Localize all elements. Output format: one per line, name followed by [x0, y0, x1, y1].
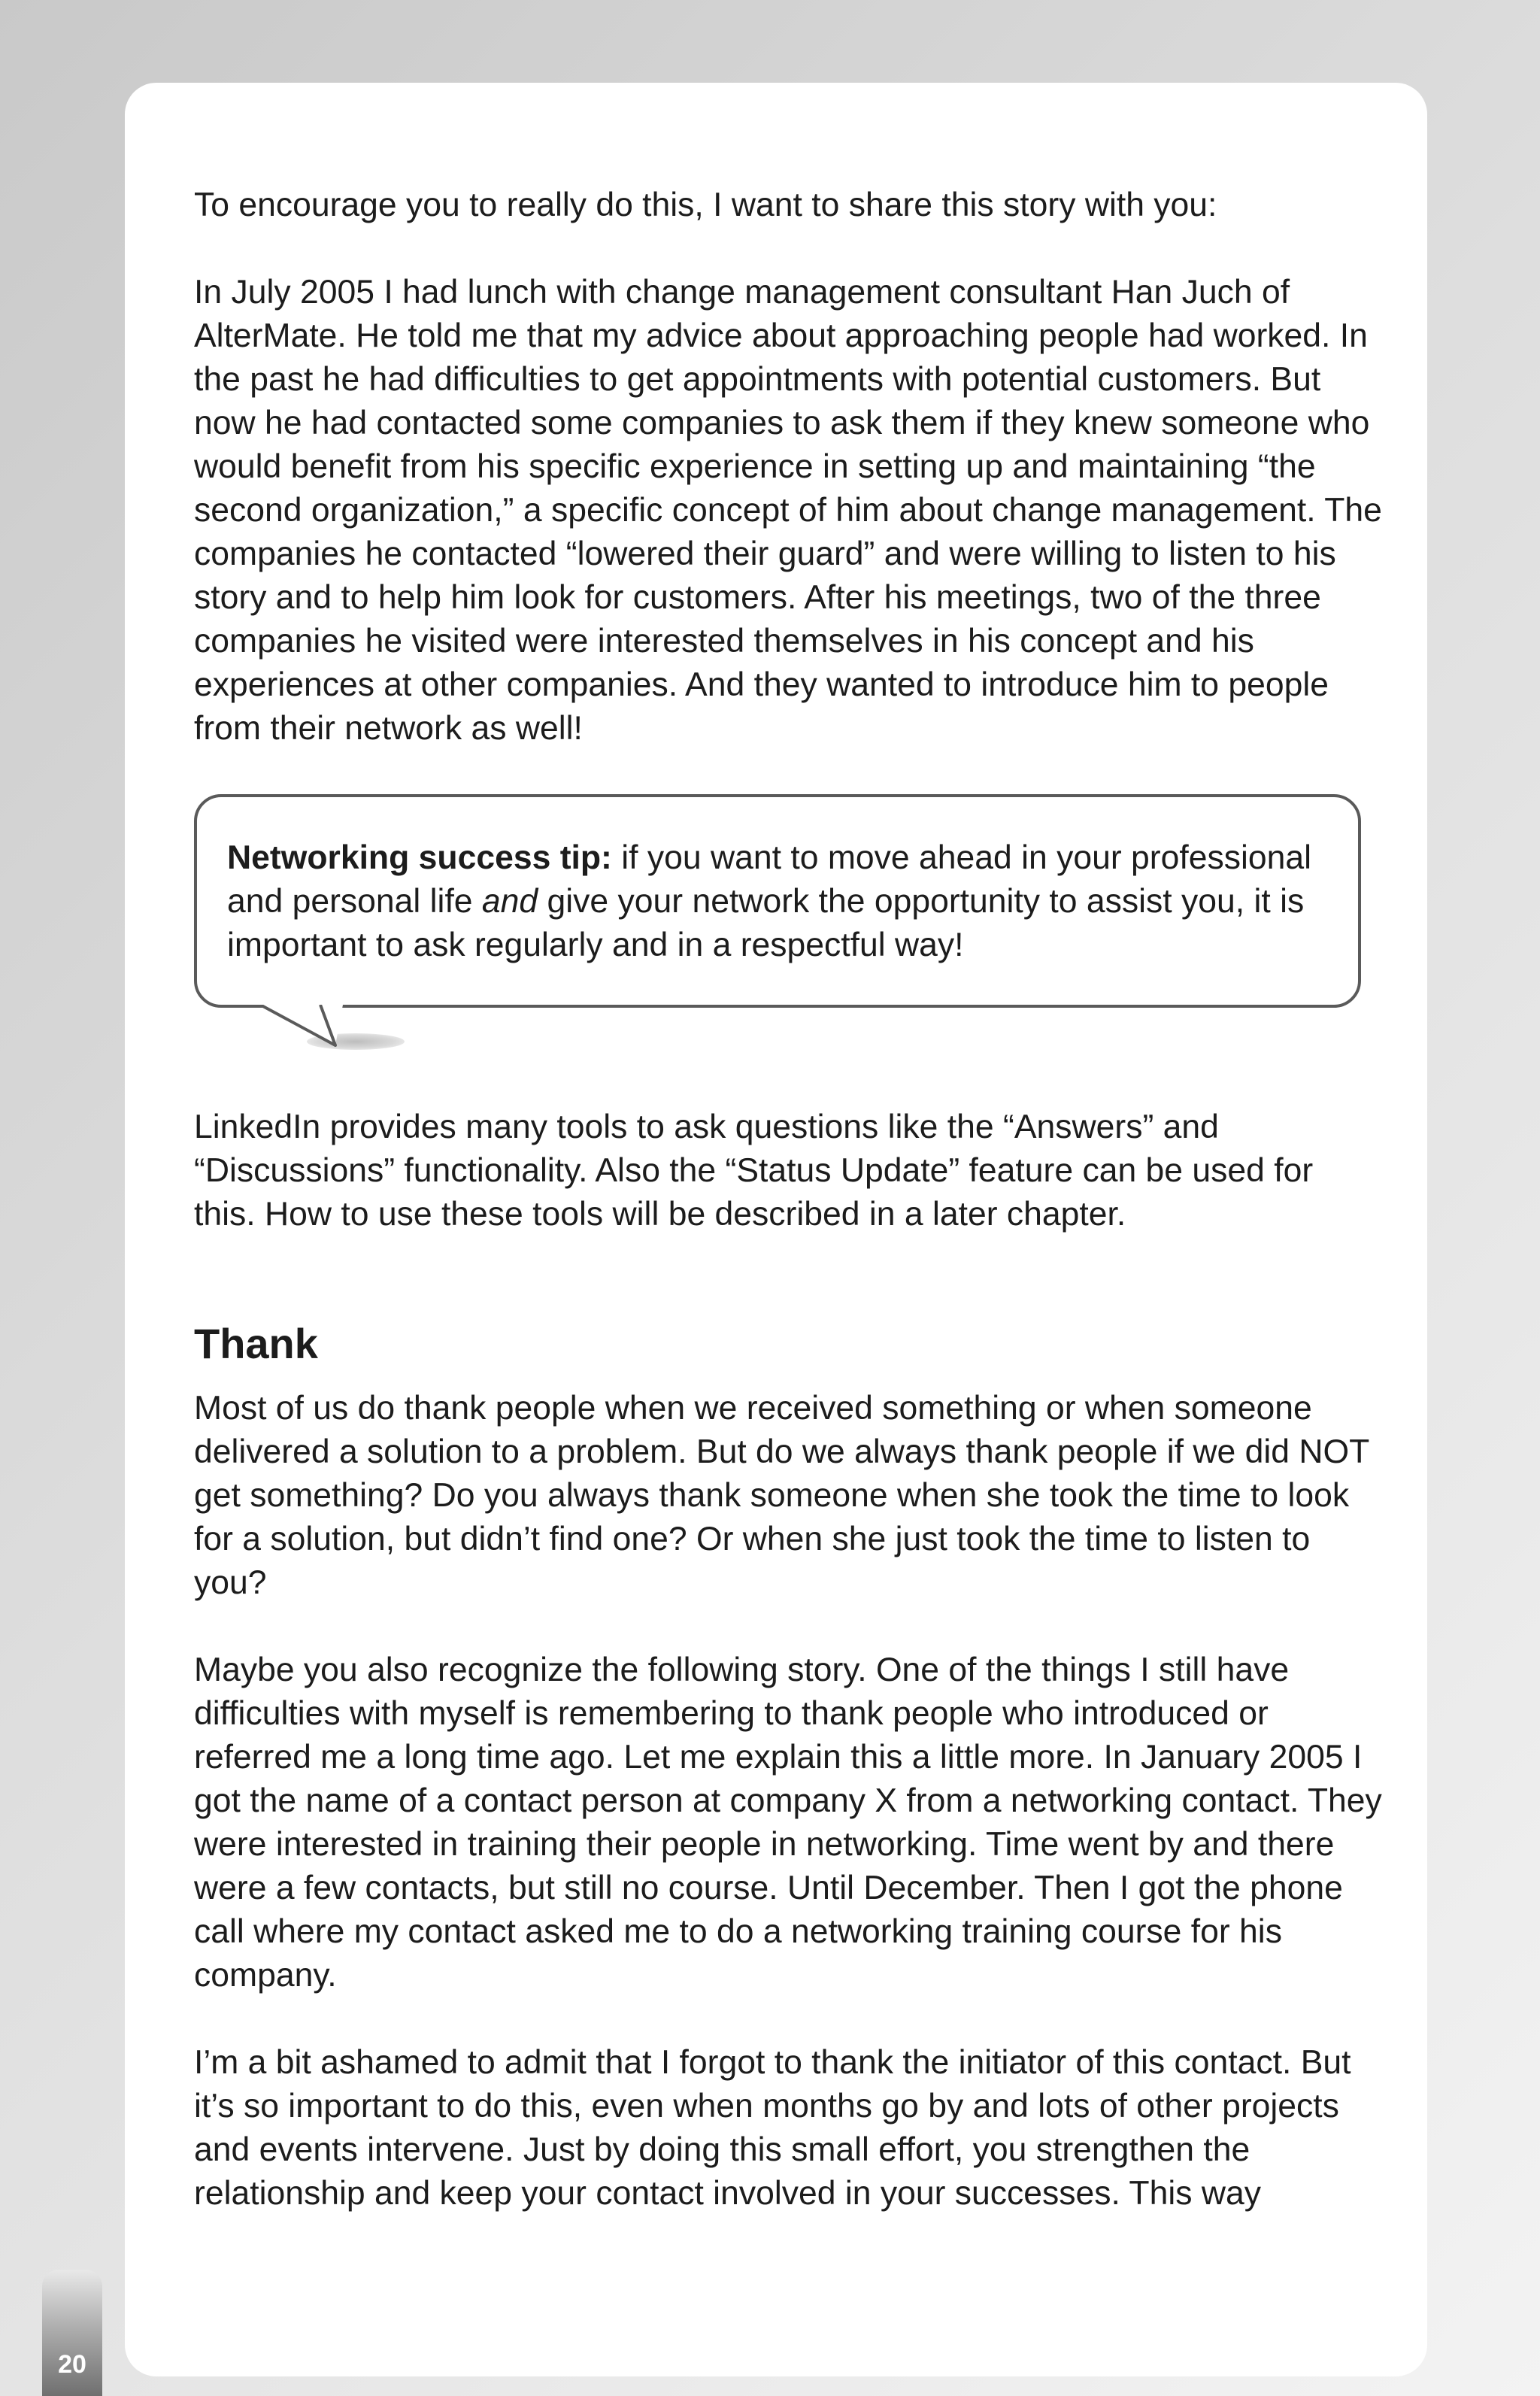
section-heading: Thank	[194, 1320, 318, 1367]
page-number: 20	[58, 2350, 86, 2379]
tip-bubble	[194, 794, 1361, 1008]
tip-text-part-b: give your network the opportunity to assist you, it is important to ask regularly and in a respectful way!	[227, 883, 1305, 963]
tip-text	[227, 836, 1328, 967]
tip-emphasis: and	[481, 883, 538, 920]
thank-paragraph-3: I’m a bit ashamed to admit that I forgot to thank the initiator of this contact. But it’s so important to do this, even when months go by and lots of other projects and events intervene. Just by doing this small effort, you strengthen the relationship and keep your contact involved in your successes. This way	[194, 2044, 1351, 2212]
intro-paragraph: To encourage you to really do this, I want to share this story with you:	[194, 187, 1217, 223]
tip-label: Networking success tip:	[227, 839, 612, 876]
page-content	[194, 183, 1382, 2216]
tip-callout	[194, 794, 1361, 1008]
story-paragraph: In July 2005 I had lunch with change management consultant Han Juch of AlterMate. He told me that my advice about approaching people had worked. In the past he had difficulties to get appointments with potential customers. But now he had contacted some companies to ask them if they knew someone who would benefit from his specific experience in setting up and maintaining “the second organization,” a specific concept of him about change management. The companies he contacted “lowered their guard” and were willing to listen to his story and to help him look for customers. After his meetings, two of the three companies he visited were interested themselves in his concept and his experiences at other companies. And they wanted to introduce him to people from their network as well!	[194, 274, 1382, 747]
page-number-tab	[42, 2270, 102, 2396]
linkedin-tools-paragraph: LinkedIn provides many tools to ask questions like the “Answers” and “Discussions” functionality. Also the “Status Update” feature can be used for this. How to use these tools will be described in a later chapter.	[194, 1109, 1314, 1233]
speech-tail-icon	[260, 1005, 343, 1047]
thank-paragraph-1: Most of us do thank people when we received something or when someone delivered a solution to a problem. But do we always thank people if we did NOT get something? Do you always thank someone when she took the time to look for a solution, but didn’t find one? Or when she just took the time to listen to you?	[194, 1390, 1369, 1601]
book-page	[125, 83, 1427, 2376]
thank-paragraph-2: Maybe you also recognize the following story. One of the things I still have difficulties with myself is remembering to thank people who introduced or referred me a long time ago. Let me explain this a little more. In January 2005 I got the name of a contact person at company X from a networking contact. They were interested in training their people in networking. Time went by and there were a few contacts, but still no course. Until December. Then I got the phone call where my contact asked me to do a networking training course for his company.	[194, 1651, 1382, 1994]
tip-text-part-a: if you want to move ahead in your professional and personal life	[227, 839, 1311, 920]
